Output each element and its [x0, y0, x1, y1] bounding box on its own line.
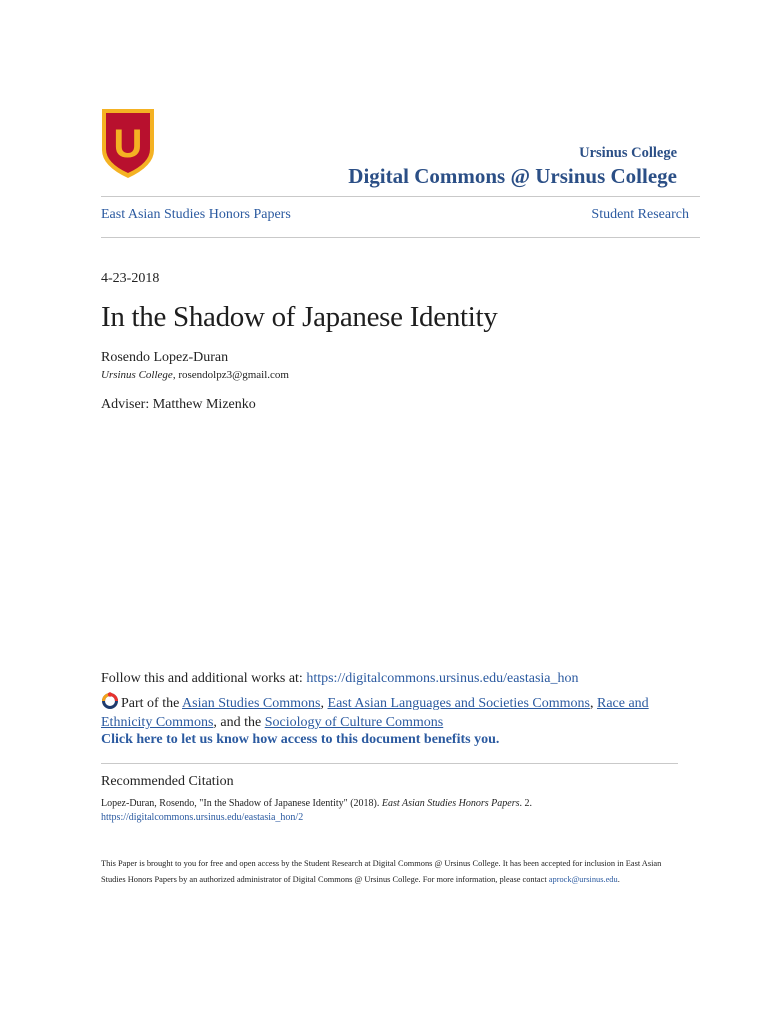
college-name[interactable]: Ursinus College [579, 145, 677, 161]
disciplines-line [101, 692, 661, 732]
partof-label: Part of the [121, 696, 183, 711]
follow-label: Follow this and additional works at: [101, 671, 307, 686]
paper-author: Rosendo Lopez-Duran [101, 350, 229, 365]
separator: , [320, 696, 328, 711]
follow-line [101, 671, 579, 687]
ursinus-logo-icon [101, 108, 155, 179]
sociology-culture-commons-link[interactable]: Sociology of Culture Commons [264, 715, 444, 730]
notice-text: This Paper is brought to you for free and open access by the Student Research at Digital Commons @ Ursinus College. It has been accepted for inclusion in East Asian Studies Honors Papers by an authorized administrator of Digital Commons @ Ursinus College. For more information, please contact [101, 859, 662, 884]
asian-studies-commons-link[interactable]: Asian Studies Commons [182, 696, 321, 711]
citation-url-link[interactable]: https://digitalcommons.ursinus.edu/eastasia_hon/2 [101, 812, 304, 823]
separator: , and the [213, 715, 265, 730]
paper-title: In the Shadow of Japanese Identity [101, 301, 498, 333]
access-notice [101, 856, 681, 888]
header-divider [101, 196, 700, 197]
race-ethnicity-commons-link[interactable]: Race and Ethnicity Commons [101, 696, 649, 730]
affiliation-institution: Ursinus College [101, 369, 173, 381]
citation-text [101, 797, 681, 825]
follow-url-link[interactable]: https://digitalcommons.ursinus.edu/eastasia_hon [306, 671, 579, 686]
network-icon [101, 692, 119, 710]
paper-date: 4-23-2018 [101, 271, 160, 286]
notice-end: . [617, 875, 620, 884]
affiliation-email: , rosendolpz3@gmail.com [172, 369, 289, 381]
citation-divider [101, 763, 678, 764]
citation-series: East Asian Studies Honors Papers [381, 798, 520, 809]
east-asian-languages-commons-link[interactable]: East Asian Languages and Societies Commons [327, 696, 590, 711]
parent-collection-link[interactable]: Student Research [591, 207, 689, 222]
feedback-link[interactable]: Click here to let us know how access to this document benefits you. [101, 732, 500, 747]
citation-prefix: Lopez-Duran, Rosendo, "In the Shadow of Japanese Identity" (2018). [101, 798, 382, 809]
citation-heading: Recommended Citation [101, 774, 234, 789]
separator: , [589, 696, 597, 711]
breadcrumb-divider [101, 237, 700, 238]
contact-email-link[interactable]: aprock@ursinus.edu [548, 875, 618, 884]
repository-name[interactable]: Digital Commons @ Ursinus College [348, 164, 677, 188]
repository-header [348, 145, 677, 189]
collection-link[interactable]: East Asian Studies Honors Papers [101, 207, 291, 222]
logo-letter: U [113, 122, 143, 166]
paper-adviser: Adviser: Matthew Mizenko [101, 397, 256, 412]
citation-suffix: . 2. [519, 798, 532, 809]
author-affiliation [101, 369, 289, 381]
